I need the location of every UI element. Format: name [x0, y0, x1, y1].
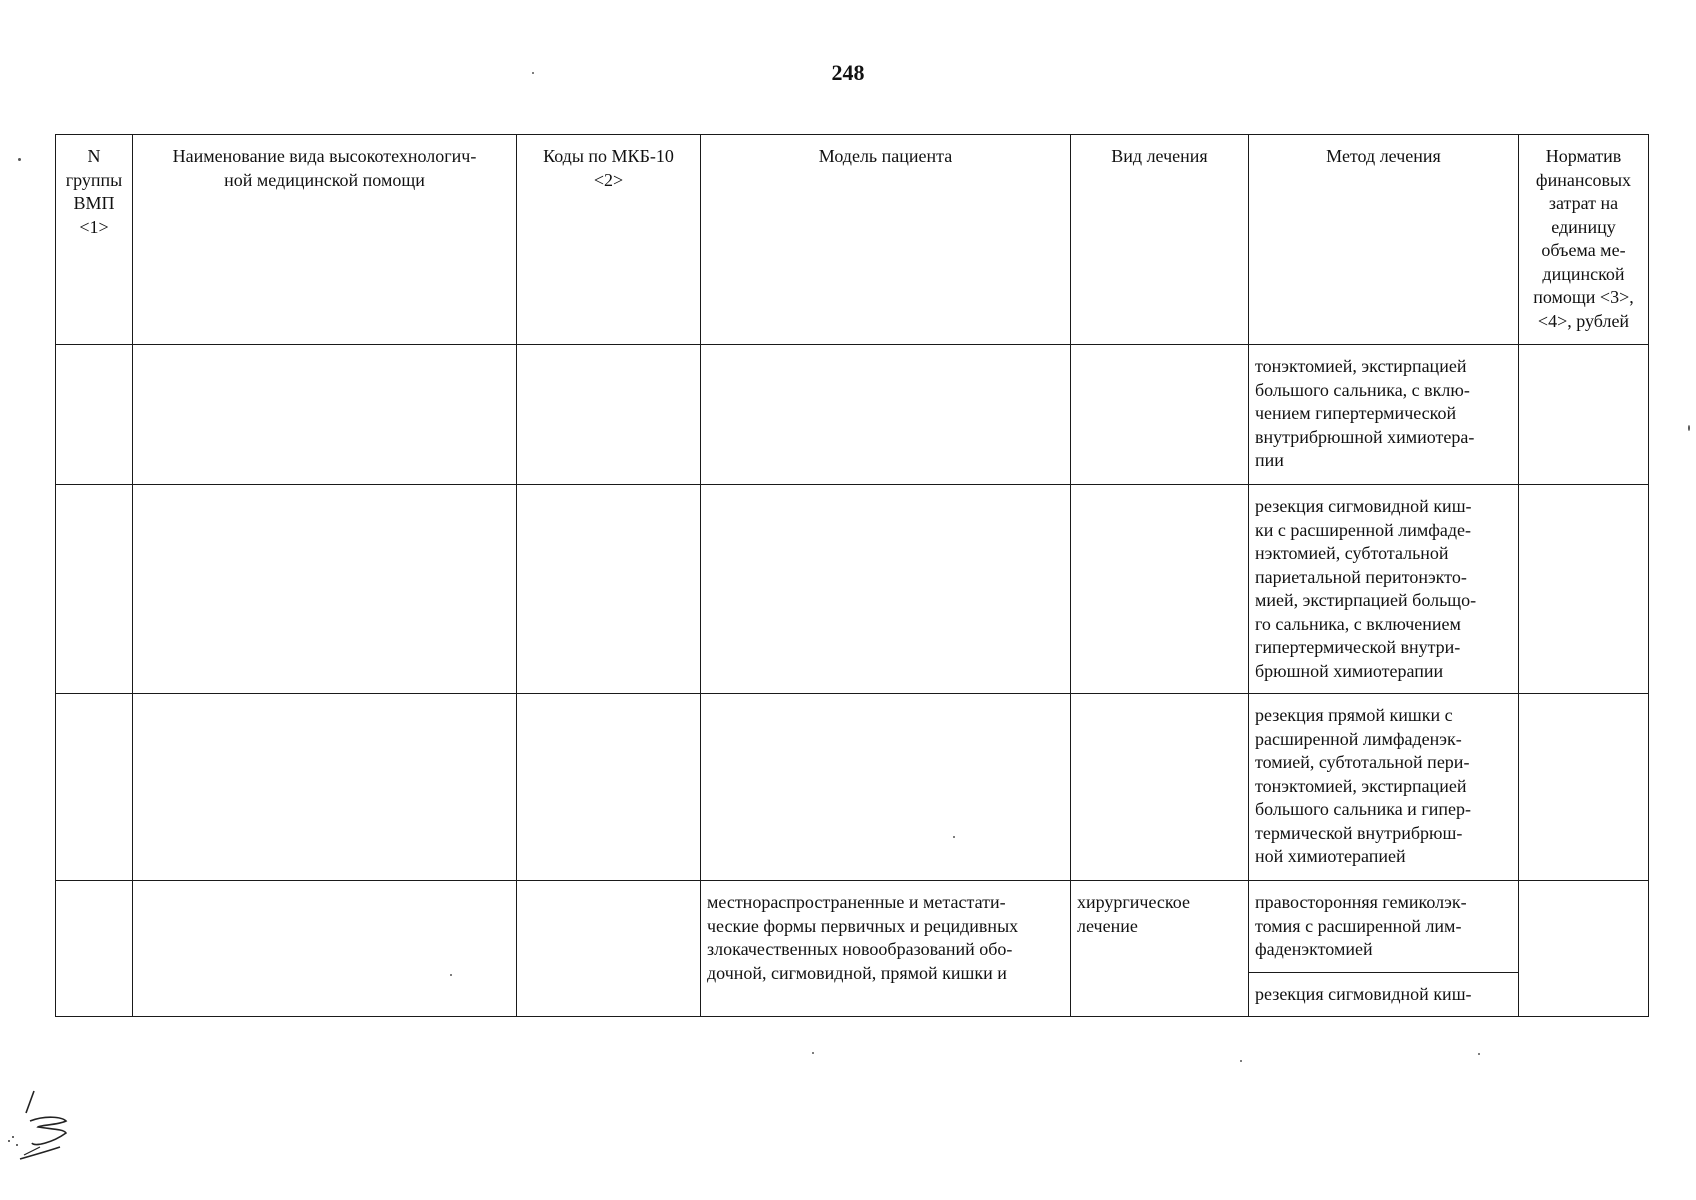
- scan-speck: [1688, 425, 1690, 431]
- cell-treatment-type: [1071, 694, 1249, 881]
- cell-group-number: [56, 694, 133, 881]
- scan-speck: [812, 1052, 814, 1054]
- cell-icd-codes: [517, 345, 701, 485]
- scan-speck: [18, 158, 21, 161]
- cell-treatment-type: [1071, 485, 1249, 694]
- header-treatment-type: Вид лечения: [1071, 135, 1249, 345]
- cell-cost-standard: [1519, 881, 1649, 1017]
- cell-care-type: [133, 694, 517, 881]
- cell-group-number: [56, 881, 133, 1017]
- scan-speck: [953, 836, 955, 838]
- cell-care-type: [133, 345, 517, 485]
- header-cost-standard: Норматив финансовых затрат на единицу объема ме- дицинской помощи <3>, <4>, рублей: [1519, 135, 1649, 345]
- cell-cost-standard: [1519, 345, 1649, 485]
- page-number: 248: [831, 60, 865, 85]
- table-row: [56, 345, 1649, 485]
- header-care-type: Наименование вида высокотехнологич- ной медицинской помощи: [133, 135, 517, 345]
- scan-speck: [532, 72, 534, 74]
- header-group-number: N группы ВМП <1>: [56, 135, 133, 345]
- cell-patient-model: [701, 485, 1071, 694]
- cell-treatment-method: резекция прямой кишки с расширенной лимфаденэк- томией, субтотальной пери- тонэктомией, экстирпацией большого сальника и гипер- термической внутрибрюш- ной химиотерапией: [1249, 694, 1519, 881]
- cell-treatment-method: резекция сигмовидной киш- ки с расширенной лимфаде- нэктомией, субтотальной париетальной перитонэкто- мией, экстирпацией больщо- го сальника, с включением гипертермической внутри- брюшной химиотерапии: [1249, 485, 1519, 694]
- cell-treatment-method: правосторонняя гемиколэк- томия с расширенной лим- фаденэктомией: [1249, 881, 1519, 973]
- cell-cost-standard: [1519, 485, 1649, 694]
- cell-patient-model: [701, 694, 1071, 881]
- scan-speck: [1478, 1053, 1480, 1055]
- header-icd-codes: Коды по МКБ-10 <2>: [517, 135, 701, 345]
- cell-care-type: [133, 485, 517, 694]
- cell-treatment-type: хирургическое лечение: [1071, 881, 1249, 1017]
- table-row: [56, 881, 1649, 973]
- cell-treatment-method: тонэктомией, экстирпацией большого сальника, с вклю- чением гипертермической внутрибрюшной химиотера- пии: [1249, 345, 1519, 485]
- table-row: [56, 485, 1649, 694]
- scan-speck: [450, 974, 452, 976]
- cell-patient-model: [701, 345, 1071, 485]
- scan-speck: [1240, 1060, 1242, 1062]
- table-row: [56, 694, 1649, 881]
- cell-patient-model: местнораспространенные и метастати- ческие формы первичных и рецидивных злокачественных новообразований обо- дочной, сигмовидной, прямой кишки и: [701, 881, 1071, 1017]
- cell-icd-codes: [517, 881, 701, 1017]
- header-patient-model: Модель пациента: [701, 135, 1071, 345]
- table-header-row: [56, 135, 1649, 345]
- cell-icd-codes: [517, 694, 701, 881]
- cell-cost-standard: [1519, 694, 1649, 881]
- cell-care-type: [133, 881, 517, 1017]
- treatment-table: [55, 134, 1649, 1017]
- header-treatment-method: Метод лечения: [1249, 135, 1519, 345]
- cell-treatment-type: [1071, 345, 1249, 485]
- cell-treatment-method: резекция сигмовидной киш-: [1249, 973, 1519, 1017]
- cell-group-number: [56, 345, 133, 485]
- cell-icd-codes: [517, 485, 701, 694]
- cell-group-number: [56, 485, 133, 694]
- handwritten-initials: [0, 1085, 90, 1180]
